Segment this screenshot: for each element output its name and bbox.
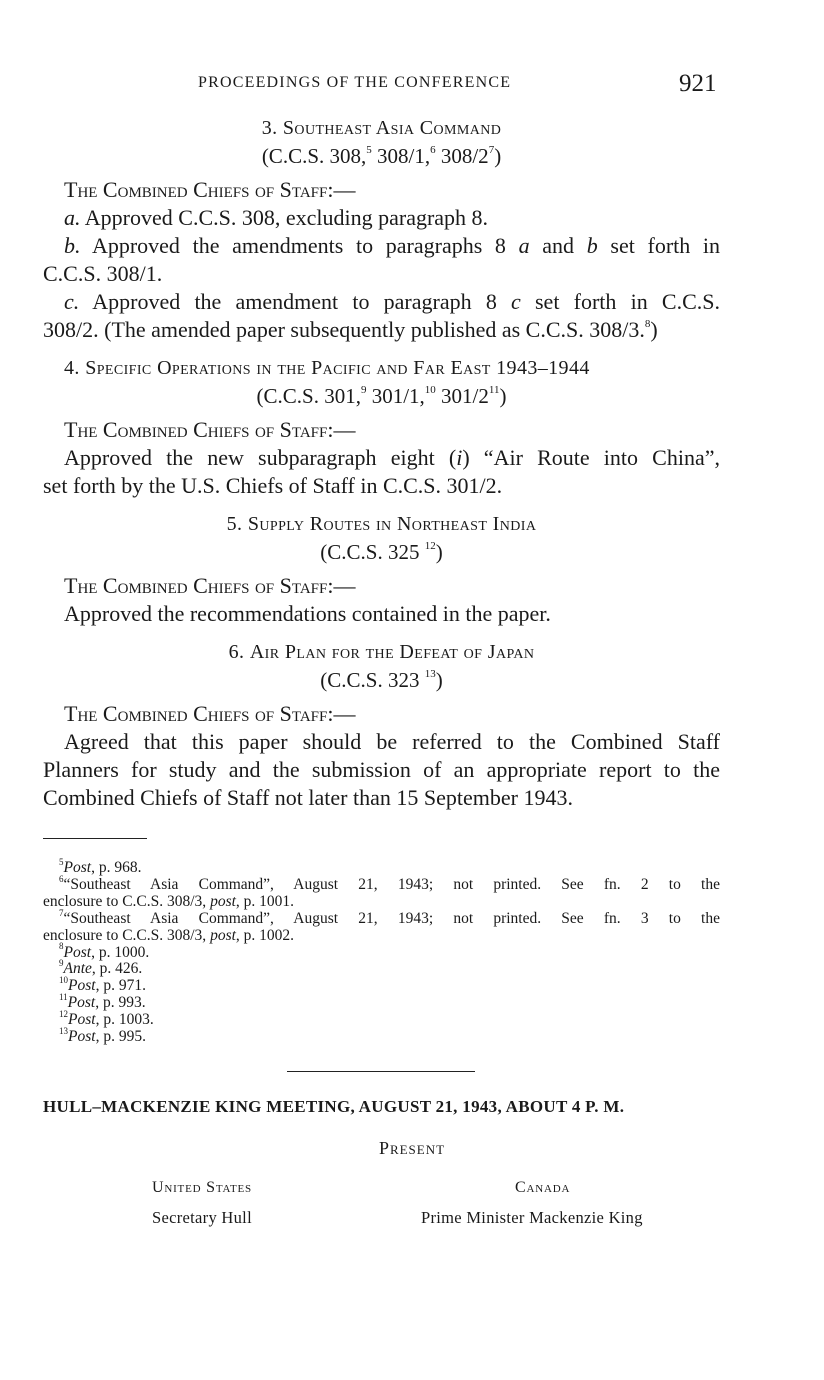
section-number: 3. — [261, 117, 278, 139]
footnote-ref[interactable]: 10 — [424, 384, 436, 396]
section-number: 5. — [226, 513, 243, 535]
footnote — [43, 856, 720, 877]
paragraph-line: Approved the recommendations contained in the paper. — [64, 601, 551, 626]
footnote-ref-word: Post — [63, 943, 92, 961]
item-text: and — [542, 233, 575, 258]
citation-text: (C.C.S. 323 — [320, 668, 420, 692]
footnote-ref-word: Post — [68, 1028, 96, 1046]
footnote-ref[interactable]: 13 — [424, 668, 436, 680]
paragraph-line: Combined Chiefs of Staff not later than 15 September 1943. — [43, 785, 573, 810]
section-heading — [43, 638, 720, 666]
citation-text: (C.C.S. 301, — [256, 384, 361, 408]
footnote-ref[interactable]: 5 — [366, 144, 372, 156]
citation-text: ) — [435, 540, 443, 564]
attendee-country-label: Canada — [515, 1179, 571, 1196]
footnote-number: 8 — [59, 941, 64, 952]
footnote-continuation — [43, 928, 720, 945]
section-citation — [43, 382, 720, 410]
running-head — [0, 72, 824, 102]
footnote-text: “Southeast Asia Command”, August 21, 1943; not printed. See fn. 3 to the — [63, 909, 720, 927]
section-4 — [43, 354, 720, 500]
footnote-text: , p. 1002. — [235, 926, 295, 944]
citation-text: (C.C.S. 308, — [261, 144, 367, 168]
item-text: b — [586, 233, 598, 258]
item-text: ) — [650, 317, 658, 342]
section-number: 4. — [64, 357, 80, 379]
footnote-number: 6 — [59, 873, 64, 884]
citation-text: ) — [494, 144, 502, 168]
footnote-text: , p. 1003. — [95, 1011, 154, 1029]
footnote-text: , p. 971. — [95, 977, 146, 995]
footnote-number: 7 — [59, 907, 64, 918]
footnote-text: enclosure to C.C.S. 308/3, — [43, 892, 211, 910]
item-text: Approved the amendments to paragraphs 8 — [91, 233, 506, 258]
footnote — [43, 873, 720, 894]
footnote-ref[interactable]: 7 — [488, 144, 495, 156]
footnote-text: “Southeast Asia Command”, August 21, 1943; not printed. See fn. 2 to the — [63, 875, 720, 893]
citation-text: 301/1, — [366, 384, 425, 408]
paragraph-line: set forth by the U.S. Chiefs of Staff in C.C.S. 301/2. — [43, 473, 503, 498]
footnote-number: 5 — [59, 856, 64, 867]
footnote-ref[interactable]: 11 — [488, 384, 500, 396]
footnote-text: enclosure to C.C.S. 308/3, — [43, 926, 211, 944]
footnote-text: , p. 1001. — [235, 892, 295, 910]
citation-text: ) — [435, 668, 443, 692]
paragraph-text: i — [456, 445, 463, 470]
section-heading — [43, 114, 720, 142]
footnote-ref-word: Post — [63, 859, 92, 876]
section-number: 6. — [228, 641, 245, 663]
section-citation — [43, 666, 720, 694]
body-text — [43, 114, 720, 812]
paragraph-line: Planners for study and the submission of an appropriate report to the — [43, 757, 720, 782]
footnote-text: , p. 426. — [91, 960, 143, 978]
section-years: 1943–1944 — [496, 357, 590, 379]
footnote — [43, 992, 720, 1012]
item-text: set forth in — [610, 233, 721, 258]
footnote-ref-word: Post — [67, 994, 96, 1012]
footnote-number: 13 — [59, 1025, 68, 1036]
item-letter: a. — [64, 205, 81, 230]
citation-text: 308/2 — [435, 144, 489, 168]
footnote-text: , p. 1000. — [91, 943, 150, 961]
item-c-line-1 — [43, 288, 720, 316]
paragraph-line: Agreed that this paper should be referred to the Combined Staff — [64, 729, 720, 754]
section-title: Southeast Asia Command — [282, 117, 502, 139]
paragraph-text: ) “Air Route into China”, — [462, 445, 720, 470]
paragraph-line — [43, 444, 720, 472]
item-text: a — [518, 233, 530, 258]
chiefs-label: The Combined Chiefs of Staff:— — [64, 177, 356, 202]
section-divider — [287, 1071, 475, 1072]
running-head-title: PROCEEDINGS OF THE CONFERENCE — [198, 74, 512, 91]
footnote-ref-word: Post — [68, 1011, 96, 1029]
footnote-number: 9 — [59, 958, 64, 969]
section-title: Supply Routes in Northeast India — [247, 513, 537, 535]
section-heading — [43, 510, 720, 538]
footnote-number: 11 — [59, 992, 68, 1003]
footnote-ref[interactable]: 8 — [644, 317, 651, 330]
footnote — [43, 958, 720, 978]
paragraph-text: Approved the new subparagraph eight ( — [64, 445, 457, 470]
footnote-ref[interactable]: 6 — [430, 144, 436, 156]
citation-text: 308/1, — [371, 144, 431, 168]
section-title: Air Plan for the Defeat of Japan — [249, 641, 535, 663]
footnote-ref-word: post — [210, 926, 236, 944]
section-citation — [43, 538, 720, 566]
footnote-ref[interactable]: 9 — [360, 384, 367, 396]
attendee-country-label: United States — [152, 1179, 252, 1196]
footnote-text: , p. 968. — [91, 859, 142, 876]
item-text: set forth in C.C.S. — [535, 289, 721, 314]
footnote — [43, 1009, 720, 1029]
footnotes — [43, 856, 720, 1046]
section-title: Specific Operations in the Pacific and Far East — [85, 357, 491, 379]
page-number: 921 — [679, 70, 717, 97]
footnote-ref-word: Post — [68, 977, 96, 995]
attendee-name: Prime Minister Mackenzie King — [421, 1208, 643, 1227]
citation-text: ) — [499, 384, 507, 408]
item-a — [43, 204, 720, 232]
footnote-ref-word: Ante — [63, 960, 92, 978]
item-text: Approved C.C.S. 308, excluding paragraph 8. — [84, 205, 489, 230]
chiefs-label: The Combined Chiefs of Staff:— — [64, 417, 356, 442]
section-6 — [43, 638, 720, 812]
section-3 — [43, 114, 720, 344]
chiefs-label: The Combined Chiefs of Staff:— — [64, 573, 356, 598]
item-b-line-2: C.C.S. 308/1. — [43, 261, 163, 286]
present-heading: Present — [378, 1138, 446, 1158]
chiefs-label: The Combined Chiefs of Staff:— — [64, 701, 356, 726]
citation-text: 301/2 — [435, 384, 489, 408]
item-text: Approved the amendment to paragraph 8 — [92, 289, 497, 314]
item-text: c — [511, 289, 521, 314]
attendee-name: Secretary Hull — [152, 1208, 252, 1227]
footnote-ref-word: post — [210, 892, 236, 910]
item-letter: c. — [64, 289, 80, 314]
footnote-text: , p. 995. — [95, 1028, 146, 1046]
item-b-line-1 — [43, 232, 720, 260]
footnote-number: 12 — [59, 1009, 68, 1019]
item-c-line-2 — [43, 316, 720, 344]
section-citation — [43, 142, 720, 170]
meeting-title: HULL–MACKENZIE KING MEETING, AUGUST 21, 1943, ABOUT 4 P. M. — [43, 1097, 625, 1116]
footnote-number: 10 — [59, 975, 68, 986]
section-heading — [43, 354, 720, 382]
footnote-rule — [43, 838, 147, 839]
item-text: 308/2. (The amended paper subsequently published as C.C.S. 308/3. — [43, 317, 645, 342]
footnote — [43, 1025, 720, 1046]
footnote — [43, 975, 720, 995]
citation-text: (C.C.S. 325 — [320, 540, 420, 564]
section-5 — [43, 510, 720, 628]
footnote-text: , p. 993. — [95, 994, 146, 1012]
item-letter: b. — [64, 233, 81, 258]
footnote — [43, 941, 720, 962]
footnote — [43, 907, 720, 928]
footnote-ref[interactable]: 12 — [424, 540, 436, 552]
footnote-continuation — [43, 894, 720, 911]
